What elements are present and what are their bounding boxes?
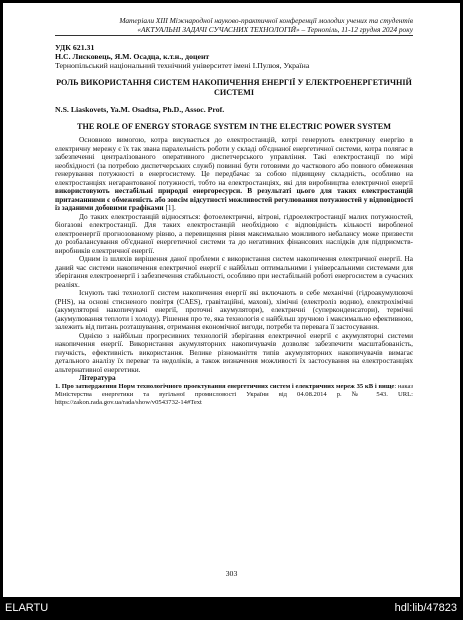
paragraph-4: Існують такі технології систем накопичення енергії які включають в себе механічні (гідроакумулюючі (PHS), на основі стисненого повітря (CAES), гравітаційні, махові), хімічні (електроліз водню), електрохімічні (акумуляторні накопичувачі енергії, проточні акумулятори), електричні (суперконденсатори), термічні (акумулювання теплоти і холоду). Рішення про те, яка технологія є найбільш зручною і максимально ефективною, залежить від питань розташування, отримання економічної вигоди, потреби та перевага її застосування. — [55, 288, 413, 332]
paragraph-1-citation: [1]. — [163, 203, 176, 213]
page-number: 303 — [225, 569, 238, 578]
paragraph-3: Одним із шляхів вирішення даної проблеми є використання систем накопичення електричної енергії. На даний час системи накопичення електричної енергії є найбільш оптимальними і універсальними системами для зберігання електроенергії і забезпечення стабільності, особливо при нестабільній роботі енергосистем в сучасних реаліях. — [55, 254, 413, 289]
reference-1-source: : наказ Міністерства енергетики та вугільної промисловості України від 04.08.2014 р. № 543. URL: https://zakon.rada.gov.ua/rada/show/v0543732-14#Text — [55, 382, 413, 406]
affiliation: Тернопільський національний технічний університет імені І.Пулюя, Україна — [55, 61, 310, 71]
document-page — [3, 3, 460, 597]
paragraph-1-text: Основною вимогою, котра висувається до електростанцій, котрі генерують електричну енергію в електричну мережу є їх так звана паралельність роботи у складі об'єднаної енергетичної системи, котра полягає в забезпеченні централізованого оперативного диспетчерського управління. Такі електростанції по мірі необхідності (за потребою диспетчерських служб) повинні бути готовими до часткового або повного обмеження генерування потужності в енергосистему. Це передбачає за собою підвищену складність, особливо на електростанціях негарантованої потужності, тобто на електростанціях, які для виробництва електричної енергії — [55, 135, 413, 187]
paragraph-1 — [55, 136, 413, 213]
repository-footer — [0, 597, 463, 620]
conference-header-line1: Матеріали XIII Міжнародної науково-практичної конференції молодих учених та студентів — [119, 16, 413, 25]
paragraph-5: Однією з найбільш прогресивних технологій зберігання електричної енергії є акумуляторні системи накопичення енергії. Використання акумуляторних накопичувачів дозволяє забезпечити масштабованість, гнучкість, ефективність використання. Велике різноманіття типів акумуляторних накопичувачів вимагає детального аналізу їх переваг та недоліків, а також визначення можливості їх застосування на електростанціях альтернативної енергетики. — [55, 330, 413, 374]
title-en: THE ROLE OF ENERGY STORAGE SYSTEM IN THE ELECTRIC POWER SYSTEM — [77, 122, 391, 131]
reference-1-title: 1. Про затвердження Норм технологічного проектування енергетичних систем і електричних мереж 35 кВ і вище — [55, 382, 395, 390]
handle-id: hdl:lib/47823 — [394, 602, 457, 614]
header-divider — [55, 35, 413, 36]
reference-1 — [55, 383, 413, 406]
repository-name: ELARTU — [5, 602, 49, 614]
title-ua: РОЛЬ ВИКОРИСТАННЯ СИСТЕМ НАКОПИЧЕННЯ ЕНЕРГІЇ У ЕЛЕКТРОЕНЕРГЕТИЧНІЙ СИСТЕМІ — [56, 78, 412, 97]
authors-ua: Н.С. Лисковець, Я.М. Осадца, к.т.н., доцент — [55, 52, 210, 62]
page-content — [55, 17, 413, 406]
paragraph-2: До таких електростанцій відносяться: фотоелектричні, вітрові, гідроелектростанції малих потужностей, біогазові електростанції. Для таких електростанцій необхідною є відповідність кількості виробленої електроенергії прогнозованому рівню, а перевищення рівня максимально можливого небалансу може призвести до розбалансування об'єднаної енергетичної системи та до негативних фінансових наслідків для підприємств-виробників електричної енергії. — [55, 211, 413, 255]
authors-en: N.S. Liaskovets, Ya.M. Osadtsa, Ph.D., Assoc. Prof. — [55, 105, 225, 114]
udk-code: УДК 621.31 — [55, 43, 95, 53]
literature-heading: Література — [79, 373, 116, 383]
conference-header-line2: «АКТУАЛЬНІ ЗАДАЧІ СУЧАСНИХ ТЕХНОЛОГІЙ» – Тернопіль, 11-12 грудня 2024 року — [137, 24, 413, 34]
paragraph-1-bold: використовують нестабільні природні енергоресурси. В результаті цього для таких електростанцій притаманними є обмеженість або зовсім відсутності можливостей регулювання потужностей у відповідності із заданими добовими графіками — [55, 186, 413, 213]
